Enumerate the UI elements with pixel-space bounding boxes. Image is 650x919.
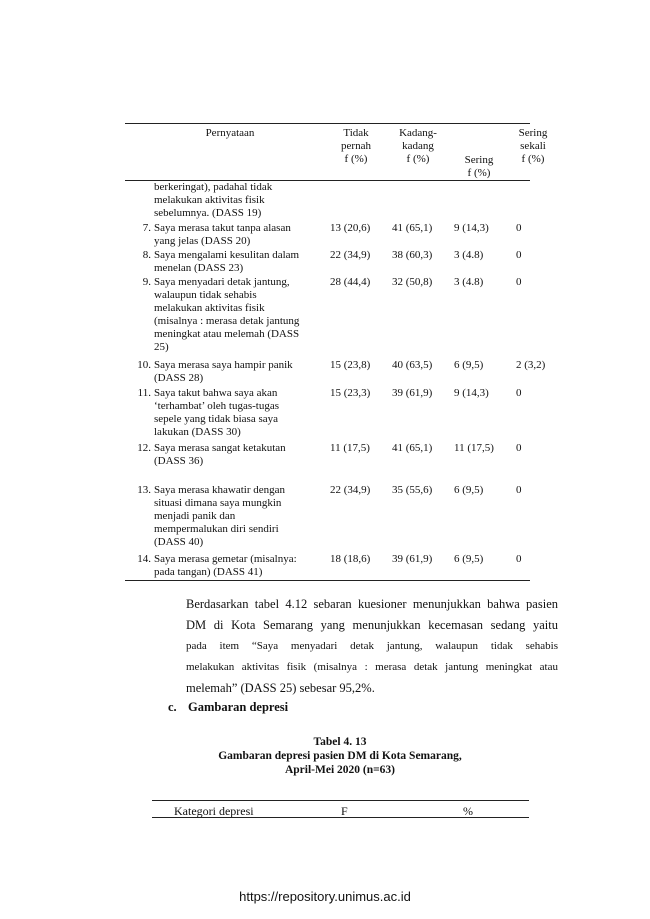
header-sometimes: Kadang- kadang f (%) <box>399 127 437 165</box>
paragraph-line: melemah” (DASS 25) sebesar 95,2%. <box>186 681 375 695</box>
continued-statement: berkeringat), padahal tidak melakukan aktivitas fisik sebelumnya. (DASS 19) <box>154 181 273 219</box>
section-title: Gambaran depresi <box>188 700 289 714</box>
cell-sometimes: 38 (60,3) <box>392 249 433 261</box>
repository-url: https://repository.unimus.ac.id <box>239 889 411 904</box>
cell-never: 18 (18,6) <box>330 553 371 565</box>
table2-header-category: Kategori depresi <box>174 804 254 818</box>
cell-very-often: 2 (3,2) <box>516 359 546 371</box>
cell-often: 9 (14,3) <box>454 222 489 234</box>
caption-title: Gambaran depresi pasien DM di Kota Semarang, <box>218 750 462 762</box>
cell-often: 6 (9,5) <box>454 553 484 565</box>
table-bottom-rule <box>125 580 530 581</box>
row-statement: Saya merasa sangat ketakutan (DASS 36) <box>154 442 286 467</box>
table2-header-percent: % <box>463 804 473 818</box>
table2-top-rule <box>152 800 529 801</box>
paragraph-line: DM di Kota Semarang yang menunjukkan kecemasan sedang yaitu <box>186 618 558 632</box>
paragraph-line: pada item “Saya menyadari detak jantung, walaupun tidak sehabis <box>186 640 558 652</box>
cell-never: 11 (17,5) <box>330 442 370 454</box>
row-number: 13. <box>137 484 151 496</box>
row-statement: Saya merasa takut tanpa alasan yang jelas (DASS 20) <box>154 222 291 247</box>
caption-label: Tabel 4. 13 <box>313 736 367 748</box>
cell-never: 28 (44,4) <box>330 276 371 288</box>
row-statement: Saya mengalami kesulitan dalam menelan (DASS 23) <box>154 249 300 274</box>
cell-never: 15 (23,8) <box>330 359 371 371</box>
cell-very-often: 0 <box>516 249 522 261</box>
table-caption <box>150 735 530 777</box>
row-statement: Saya merasa saya hampir panik (DASS 28) <box>154 359 293 384</box>
table2-header-f: F <box>341 804 348 818</box>
row-statement: Saya merasa gemetar (misalnya: pada tangan) (DASS 41) <box>154 553 297 578</box>
cell-very-often: 0 <box>516 222 522 234</box>
cell-sometimes: 40 (63,5) <box>392 359 433 371</box>
cell-sometimes: 32 (50,8) <box>392 276 433 288</box>
row-number: 12. <box>137 442 151 454</box>
row-number: 14. <box>137 553 151 565</box>
section-letter: c. <box>168 700 177 714</box>
paragraph-line: Berdasarkan tabel 4.12 sebaran kuesioner menunjukkan bahwa pasien <box>186 597 558 611</box>
caption-period: April-Mei 2020 (n=63) <box>284 764 396 776</box>
cell-sometimes: 35 (55,6) <box>392 484 433 496</box>
header-statement: Pernyataan <box>205 127 255 139</box>
row-number: 7. <box>142 222 151 234</box>
cell-never: 13 (20,6) <box>330 222 371 234</box>
cell-often: 3 (4.8) <box>454 249 484 261</box>
cell-often: 11 (17,5) <box>454 442 494 454</box>
cell-often: 9 (14,3) <box>454 387 489 399</box>
cell-very-often: 0 <box>516 276 522 288</box>
table-top-rule <box>125 123 530 124</box>
header-never: Tidak pernah f (%) <box>341 127 371 165</box>
row-statement: Saya takut bahwa saya akan ‘terhambat’ oleh tugas-tugas sepele yang tidak biasa saya lakukan (DASS 30) <box>154 387 280 438</box>
cell-often: 6 (9,5) <box>454 359 484 371</box>
row-number: 8. <box>142 249 151 261</box>
cell-often: 3 (4.8) <box>454 276 484 288</box>
paragraph-line: melakukan aktivitas fisik (misalnya : merasa detak jantung meningkat atau <box>186 661 558 673</box>
row-number: 11. <box>137 387 151 399</box>
cell-very-often: 0 <box>516 442 522 454</box>
cell-never: 22 (34,9) <box>330 249 371 261</box>
cell-sometimes: 39 (61,9) <box>392 387 433 399</box>
cell-often: 6 (9,5) <box>454 484 484 496</box>
header-often: Sering f (%) <box>464 154 494 179</box>
summary-paragraph <box>186 594 558 699</box>
cell-sometimes: 41 (65,1) <box>392 222 433 234</box>
header-very-often: Sering sekali f (%) <box>518 127 548 165</box>
cell-very-often: 0 <box>516 484 522 496</box>
cell-very-often: 0 <box>516 387 522 399</box>
row-statement: Saya menyadari detak jantung, walaupun tidak sehabis melakukan aktivitas fisik (misalnya : merasa detak jantung meningkat atau melemah (DASS 25) <box>154 276 300 353</box>
cell-very-often: 0 <box>516 553 522 565</box>
row-statement: Saya merasa khawatir dengan situasi dimana saya mungkin menjadi panik dan mempermalukan diri sendiri (DASS 40) <box>154 484 286 548</box>
row-number: 10. <box>137 359 151 371</box>
cell-never: 15 (23,3) <box>330 387 371 399</box>
table2-header-rule <box>152 817 529 818</box>
section-heading <box>168 700 288 715</box>
cell-sometimes: 41 (65,1) <box>392 442 433 454</box>
row-number: 9. <box>142 276 151 288</box>
cell-never: 22 (34,9) <box>330 484 371 496</box>
cell-sometimes: 39 (61,9) <box>392 553 433 565</box>
